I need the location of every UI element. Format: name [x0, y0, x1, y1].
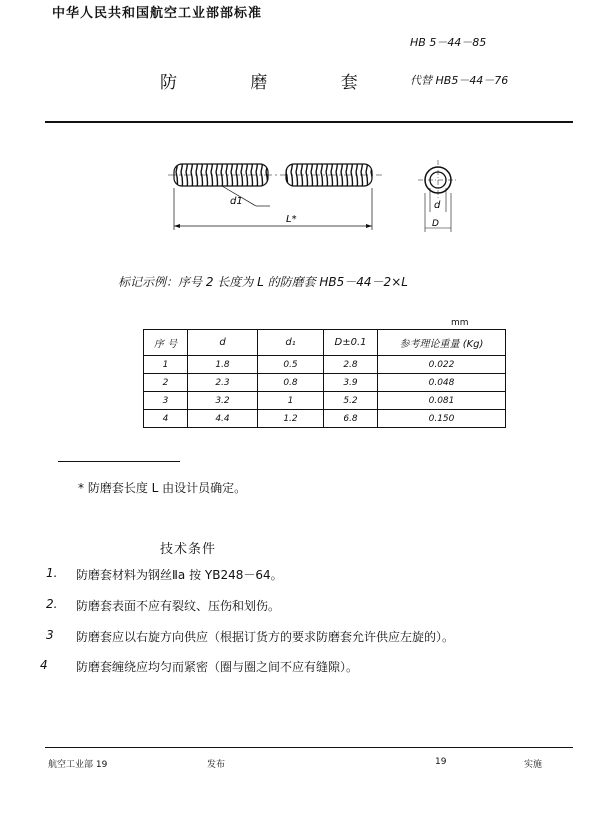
issuing-organization: 中华人民共和国航空工业部部标准	[52, 6, 263, 21]
dim-D-label: D	[432, 219, 439, 229]
condition-text: 防磨套缠绕应均匀而紧密（圈与圈之间不应有缝隙）。	[76, 660, 359, 674]
footer-issuer: 航空工业部 19	[48, 760, 108, 770]
table-cell: 2.3	[188, 374, 258, 392]
dim-L-label: L*	[286, 214, 297, 225]
table-header-row	[144, 330, 506, 356]
table-cell: 0.022	[378, 356, 506, 374]
footer-publish: 发布	[207, 760, 226, 770]
col-header-d1: d₁	[258, 330, 324, 356]
condition-text: 防磨套表面不应有裂纹、压伤和划伤。	[76, 599, 281, 613]
table-cell: 3.9	[324, 374, 378, 392]
replaces-standard: 代替 HB5－44－76	[410, 74, 509, 87]
footer-rule	[45, 747, 573, 748]
condition-number: 4	[40, 658, 48, 672]
table-cell: 1	[258, 392, 324, 410]
dim-d-label: d	[434, 200, 441, 211]
table-cell: 1.8	[188, 356, 258, 374]
table-cell: 0.081	[378, 392, 506, 410]
table-cell: 1.2	[258, 410, 324, 428]
footnote: * 防磨套长度 L 由设计员确定。	[78, 481, 247, 495]
table-cell: 3.2	[188, 392, 258, 410]
document-title: 防 磨 套	[160, 73, 392, 93]
table-cell: 6.8	[324, 410, 378, 428]
technical-conditions-title: 技术条件	[160, 542, 217, 557]
condition-text: 防磨套应以右旋方向供应（根据订货方的要求防磨套允许供应左旋的）。	[76, 630, 455, 644]
table-cell: 4	[144, 410, 188, 428]
condition-number: 1.	[46, 566, 58, 580]
footer-implement: 实施	[524, 760, 543, 770]
table-row	[144, 410, 506, 428]
col-header-d: d	[188, 330, 258, 356]
table-cell: 0.8	[258, 374, 324, 392]
footnote-divider	[58, 461, 180, 462]
table-cell: 0.048	[378, 374, 506, 392]
table-cell: 5.2	[324, 392, 378, 410]
header-rule	[45, 121, 573, 123]
col-header-seq: 序 号	[144, 330, 188, 356]
dim-d1-label: d1	[230, 196, 243, 207]
table-row	[144, 374, 506, 392]
table-row	[144, 356, 506, 374]
marking-example: 标记示例：序号 2 长度为 L 的防磨套 HB5－44－2×L	[118, 275, 408, 289]
col-header-D: D±0.1	[324, 330, 378, 356]
footer-year: 19	[435, 757, 447, 767]
condition-number: 2.	[46, 597, 58, 611]
table-row	[144, 392, 506, 410]
table-unit: mm	[451, 318, 469, 328]
table-cell: 1	[144, 356, 188, 374]
condition-number: 3	[46, 628, 54, 642]
dimension-table	[143, 329, 506, 428]
standard-code: HB 5－44－85	[410, 36, 487, 49]
condition-text: 防磨套材料为钢丝Ⅱa 按 YB248－64。	[76, 568, 283, 582]
col-header-weight: 参考理论重量 (Kg)	[378, 330, 506, 356]
wear-sleeve-drawing	[160, 150, 460, 250]
table-cell: 3	[144, 392, 188, 410]
table-cell: 2.8	[324, 356, 378, 374]
table-cell: 0.150	[378, 410, 506, 428]
table-cell: 0.5	[258, 356, 324, 374]
table-cell: 2	[144, 374, 188, 392]
table-cell: 4.4	[188, 410, 258, 428]
